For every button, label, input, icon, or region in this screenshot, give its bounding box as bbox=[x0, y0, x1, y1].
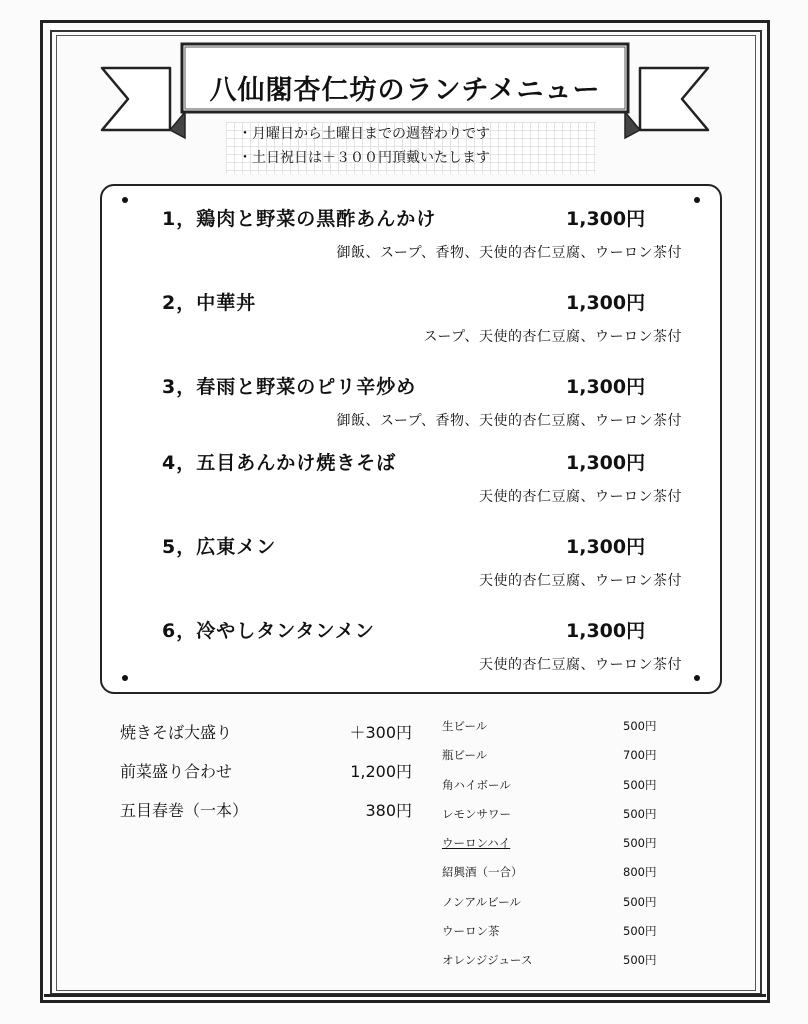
drink-item-price: 800円 bbox=[623, 865, 657, 880]
menu-item-price: 1,300円 bbox=[566, 620, 646, 642]
menu-item-price: 1,300円 bbox=[566, 292, 646, 314]
extra-item-name: 前菜盛り合わせ bbox=[120, 762, 233, 781]
menu-item-desc: 御飯、スープ、香物、天使的杏仁豆腐、ウーロン茶付 bbox=[336, 413, 682, 429]
extra-item-name: 五目春巻（一本） bbox=[120, 801, 249, 820]
page-title: 八仙閣杏仁坊のランチメニュー bbox=[209, 74, 601, 106]
note-line: ・月曜日から土曜日までの週替わりです bbox=[238, 126, 490, 142]
drink-item-price: 500円 bbox=[623, 894, 657, 909]
drink-item-name: オレンジジュース bbox=[442, 953, 533, 968]
extra-item bbox=[120, 759, 420, 798]
extra-item bbox=[120, 720, 420, 759]
drink-item bbox=[442, 921, 672, 950]
drink-item bbox=[442, 833, 672, 862]
extras-list bbox=[120, 720, 420, 837]
drink-item-name: ウーロン茶 bbox=[442, 924, 500, 939]
menu-item-price: 1,300円 bbox=[566, 452, 646, 474]
drink-item-name: 瓶ビール bbox=[442, 748, 488, 763]
drink-item-price: 500円 bbox=[623, 719, 657, 733]
drink-item bbox=[442, 775, 672, 804]
drink-item-price: 700円 bbox=[623, 748, 657, 763]
drink-item-price: 500円 bbox=[623, 924, 657, 939]
menu-item-desc: 天使的杏仁豆腐、ウーロン茶付 bbox=[479, 573, 682, 589]
corner-dot-icon bbox=[122, 197, 128, 203]
extra-item-price: 1,200円 bbox=[350, 762, 412, 781]
extra-item-price: 380円 bbox=[365, 801, 412, 820]
drink-item-name: 紹興酒（一合） bbox=[442, 865, 523, 880]
drink-item-name: 角ハイボール bbox=[442, 777, 511, 792]
corner-dot-icon bbox=[694, 675, 700, 681]
menu-item-price: 1,300円 bbox=[566, 376, 646, 398]
menu-item-price: 1,300円 bbox=[566, 536, 646, 558]
note-line: ・土日祝日は＋３００円頂戴いたします bbox=[238, 150, 490, 166]
menu-item-name: 5，広東メン bbox=[162, 536, 277, 558]
menu-item-desc: 天使的杏仁豆腐、ウーロン茶付 bbox=[479, 657, 682, 673]
menu-item-desc: 御飯、スープ、香物、天使的杏仁豆腐、ウーロン茶付 bbox=[336, 245, 682, 261]
corner-dot-icon bbox=[122, 675, 128, 681]
menu-item-name: 6，冷やしタンタンメン bbox=[162, 620, 375, 642]
drink-item-name: ノンアルビール bbox=[442, 894, 521, 909]
drink-item-name: ウーロンハイ bbox=[442, 836, 511, 851]
notes-box bbox=[226, 122, 596, 174]
corner-dot-icon bbox=[694, 197, 700, 203]
extra-item-name: 焼きそば大盛り bbox=[120, 723, 233, 742]
drink-item bbox=[442, 716, 672, 745]
menu-item-price: 1,300円 bbox=[566, 208, 646, 230]
drink-item bbox=[442, 862, 672, 891]
menu-item-desc: 天使的杏仁豆腐、ウーロン茶付 bbox=[479, 489, 682, 505]
menu-item-name: 2，中華丼 bbox=[162, 292, 257, 314]
menu-item-name: 1，鶏肉と野菜の黒酢あんかけ bbox=[162, 208, 437, 230]
drink-item bbox=[442, 804, 672, 833]
drink-item-price: 500円 bbox=[623, 836, 657, 851]
frame-bottom-line bbox=[44, 994, 766, 997]
drinks-list bbox=[442, 716, 672, 980]
lunch-menu-box bbox=[100, 184, 722, 694]
drink-item-name: 生ビール bbox=[442, 719, 488, 733]
menu-item-name: 3，春雨と野菜のピリ辛炒め bbox=[162, 376, 417, 398]
drink-item bbox=[442, 892, 672, 921]
drink-item bbox=[442, 745, 672, 774]
menu-item-desc: スープ、天使的杏仁豆腐、ウーロン茶付 bbox=[423, 329, 682, 345]
drink-item bbox=[442, 950, 672, 979]
menu-item-name: 4，五目あんかけ焼きそば bbox=[162, 452, 397, 474]
drink-item-price: 500円 bbox=[623, 806, 657, 821]
drink-item-name: レモンサワー bbox=[442, 806, 511, 821]
drink-item-price: 500円 bbox=[623, 777, 657, 792]
extra-item-price: ＋300円 bbox=[349, 723, 412, 742]
extra-item bbox=[120, 798, 420, 837]
drink-item-price: 500円 bbox=[623, 953, 657, 968]
